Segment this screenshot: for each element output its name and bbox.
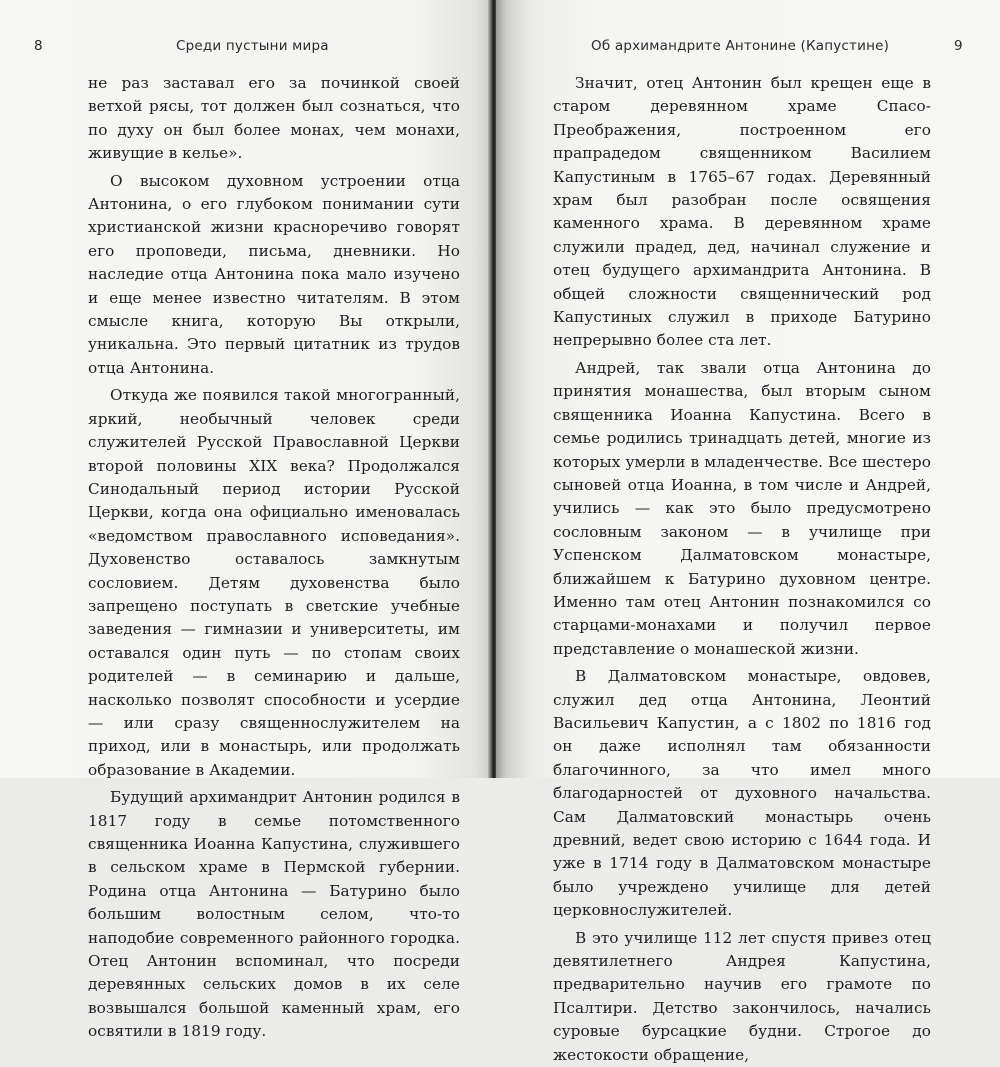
right-paragraph: В Далматовском монастыре, овдовев, служил дед отца Антонина, Леонтий Васильевич Капустин, а с 1802 по 1816 год он даже исполнял там обязанности благочинного, за что имел много благодарностей от духовного начальства. Сам Далматовский монастырь очень древний, ведет свою историю с 1644 года. И уже в 1714 году в Далматовском монастыре было учреждено училище для детей церковнослужителей. xyxy=(553,667,931,920)
right-paragraph: В это училище 112 лет спустя привез отец девятилетнего Андрея Капустина, предварительно научив его грамоте по Псалтири. Детство закончилось, начались суровые бурсацкие будни. Строгое до жестокости обращение, xyxy=(553,928,931,1064)
left-body-text xyxy=(88,72,460,1044)
right-page xyxy=(496,0,1000,1064)
right-paragraph: Андрей, так звали отца Антонина до принятия монашества, был вторым сыном священника Иоанна Капустина. Всего в семье родились тринадцать детей, многие из которых умерли в младенчестве. Все шестеро сыновей отца Иоанна, в том числе и Андрей, учились — как это было предусмотрено сословным законом — в училище при Успенском Далматовском монастыре, ближайшем к Батурино духовном центре. Именно там отец Антонин познакомился со старцами-монахами и получил первое представление о монашеской жизни. xyxy=(553,358,931,658)
left-page xyxy=(0,0,490,1041)
right-running-head: Об архимандрите Антонине (Капустине) xyxy=(591,38,890,54)
left-paragraph: не раз заставал его за починкой своей ветхой рясы, тот должен был сознаться, что по духу он был более монах, чем монахи, живущие в келье». xyxy=(88,74,460,163)
right-body-text xyxy=(553,72,931,1067)
right-page-number: 9 xyxy=(954,38,963,54)
left-paragraph: О высоком духовном устроении отца Антонина, о его глубоком понимании сути христианской жизни красноречиво говорят его проповеди, письма, дневники. Но наследие отца Антонина пока мало изучено и еще менее известно читателям. В этом смысле книга, которую Вы открыли, уникальна. Это первый цитатник из трудов отца Антонина. xyxy=(88,171,460,377)
left-running-head: Среди пустыни мира xyxy=(176,38,329,54)
left-paragraph: Откуда же появился такой многогранный, яркий, необычный человек среди служителей Русской Православной Церкви второй половины XIX века? Продолжался Синодальный период истории Русской Церкви, когда она официально именовалась «ведомством православного исповедания». Духовенство оставалось замкнутым сословием. Детям духовенства было запрещено поступать в светские учебные заведения — гимназии и университеты, им оставался один путь — по стопам своих родителей — в семинарию и дальше, насколько позволят способности и усердие — или сразу священнослужителем на приход, или в монастырь, или продолжать образование в Академии. xyxy=(88,386,460,779)
left-paragraph: Будущий архимандрит Антонин родился в 1817 году в семье потомственного священника Иоанна Капустина, служившего в сельском храме в Пермской губернии. Родина отца Антонина — Батурино было большим волостным селом, что-то наподобие современного районного городка. Отец Антонин вспоминал, что посреди деревянных сельских домов в их селе возвышался большой каменный храм, его освятили в 1819 году. xyxy=(88,788,460,1041)
right-paragraph: Значит, отец Антонин был крещен еще в старом деревянном храме Спасо-Преображения, построенном его прапрадедом священником Василием Капустиным в 1765–67 годах. Деревянный храм был разобран после освящения каменного храма. В деревянном храме служили прадед, дед, начинал служение и отец будущего архимандрита Антонина. В общей сложности священнический род Капустиных служил в приходе Батурино непрерывно более ста лет. xyxy=(553,74,931,350)
left-page-number: 8 xyxy=(34,38,43,54)
